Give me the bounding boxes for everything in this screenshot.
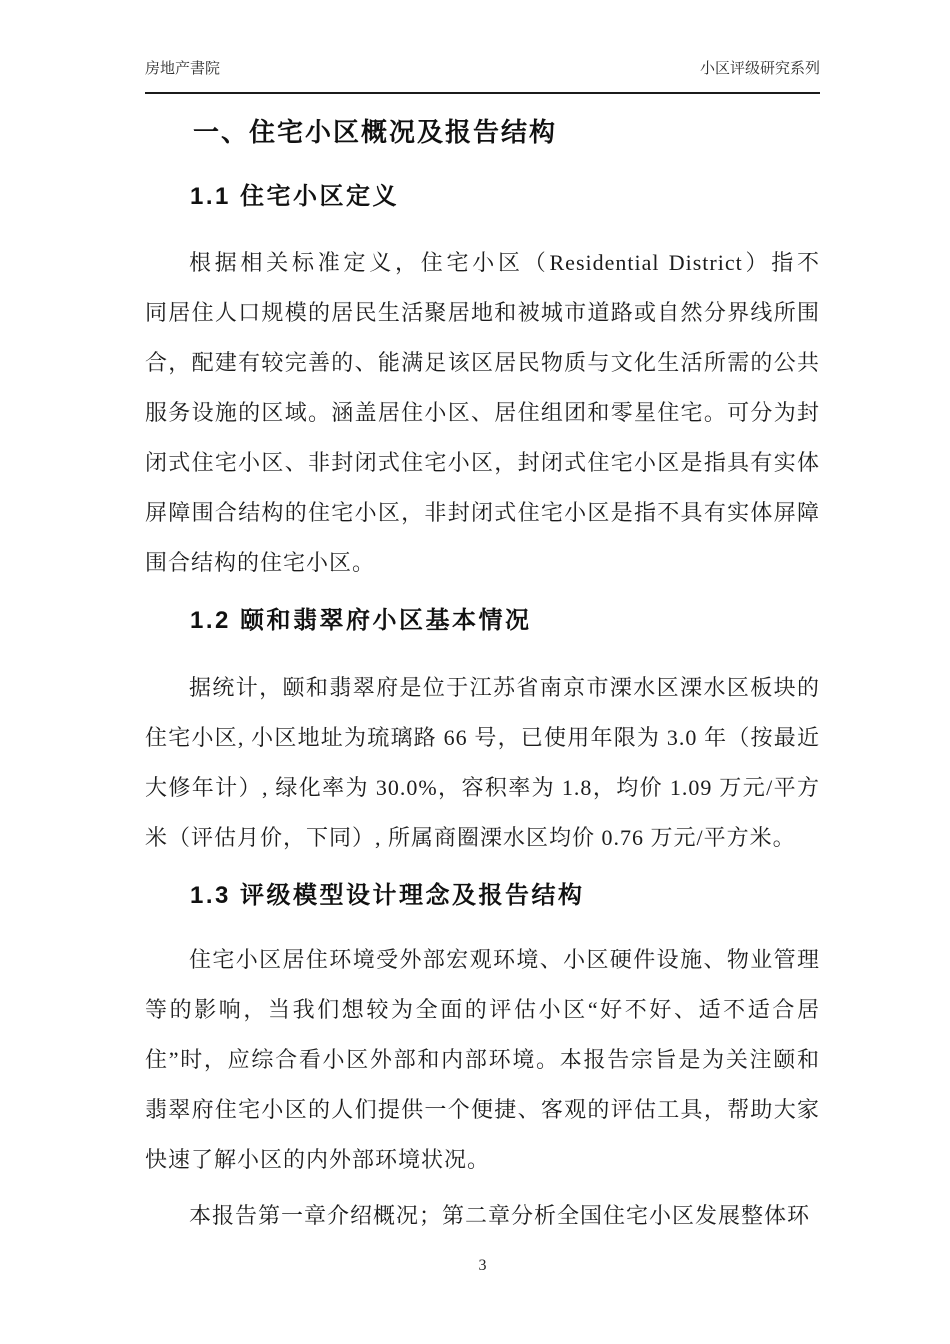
page-number: 3: [478, 1257, 487, 1274]
header-series: 小区评级研究系列: [699, 60, 820, 77]
section-heading-1-2: 1.2 颐和翡翠府小区基本情况: [190, 607, 532, 634]
section-heading-1-1: 1.1 住宅小区定义: [190, 183, 400, 210]
page-header: [145, 0, 820, 94]
text-line: 翡翠府住宅小区的人们提供一个便捷、客观的评估工具，帮助大家: [145, 1097, 820, 1122]
paragraph-model-concept: [145, 935, 820, 1185]
text-line: 据统计，颐和翡翠府是位于江苏省南京市溧水区溧水区板块的: [189, 675, 820, 700]
text-line: 住宅小区, 小区地址为琉璃路 66 号，已使用年限为 3.0 年（按最近: [145, 725, 820, 750]
text-line: 住宅小区居住环境受外部宏观环境、小区硬件设施、物业管理: [189, 947, 820, 972]
text-line: 根据相关标准定义，住宅小区（Residential District）指不: [189, 250, 820, 275]
text-line: 等的影响，当我们想较为全面的评估小区“好不好、适不适合居: [145, 997, 820, 1022]
header-brand: 房地产書院: [145, 60, 221, 77]
paragraph-report-structure: [145, 1191, 820, 1241]
text-line: 屏障围合结构的住宅小区，非封闭式住宅小区是指不具有实体屏障: [145, 500, 820, 525]
text-line: 米（评估月价，下同）, 所属商圈溧水区均价 0.76 万元/平方米。: [145, 825, 796, 850]
text-line: 快速了解小区的内外部环境状况。: [145, 1147, 491, 1172]
paragraph-definition: [145, 238, 820, 588]
section-heading-1-3: 1.3 评级模型设计理念及报告结构: [190, 882, 585, 909]
text-line: 同居住人口规模的居民生活聚居地和被城市道路或自然分界线所围: [145, 300, 820, 325]
paragraph-basic-info: [145, 663, 820, 863]
text-line: 闭式住宅小区、非封闭式住宅小区，封闭式住宅小区是指具有实体: [145, 450, 820, 475]
text-line: 本报告第一章介绍概况；第二章分析全国住宅小区发展整体环: [189, 1203, 811, 1228]
text-line: 合，配建有较完善的、能满足该区居民物质与文化生活所需的公共: [145, 350, 820, 375]
text-line: 围合结构的住宅小区。: [145, 550, 376, 575]
text-line: 服务设施的区域。涵盖居住小区、居住组团和零星住宅。可分为封: [145, 400, 820, 425]
chapter-title: 一、住宅小区概况及报告结构: [193, 117, 558, 147]
text-line: 住”时，应综合看小区外部和内部环境。本报告宗旨是为关注颐和: [145, 1047, 820, 1072]
text-line: 大修年计）, 绿化率为 30.0%，容积率为 1.8，均价 1.09 万元/平方: [145, 775, 820, 800]
